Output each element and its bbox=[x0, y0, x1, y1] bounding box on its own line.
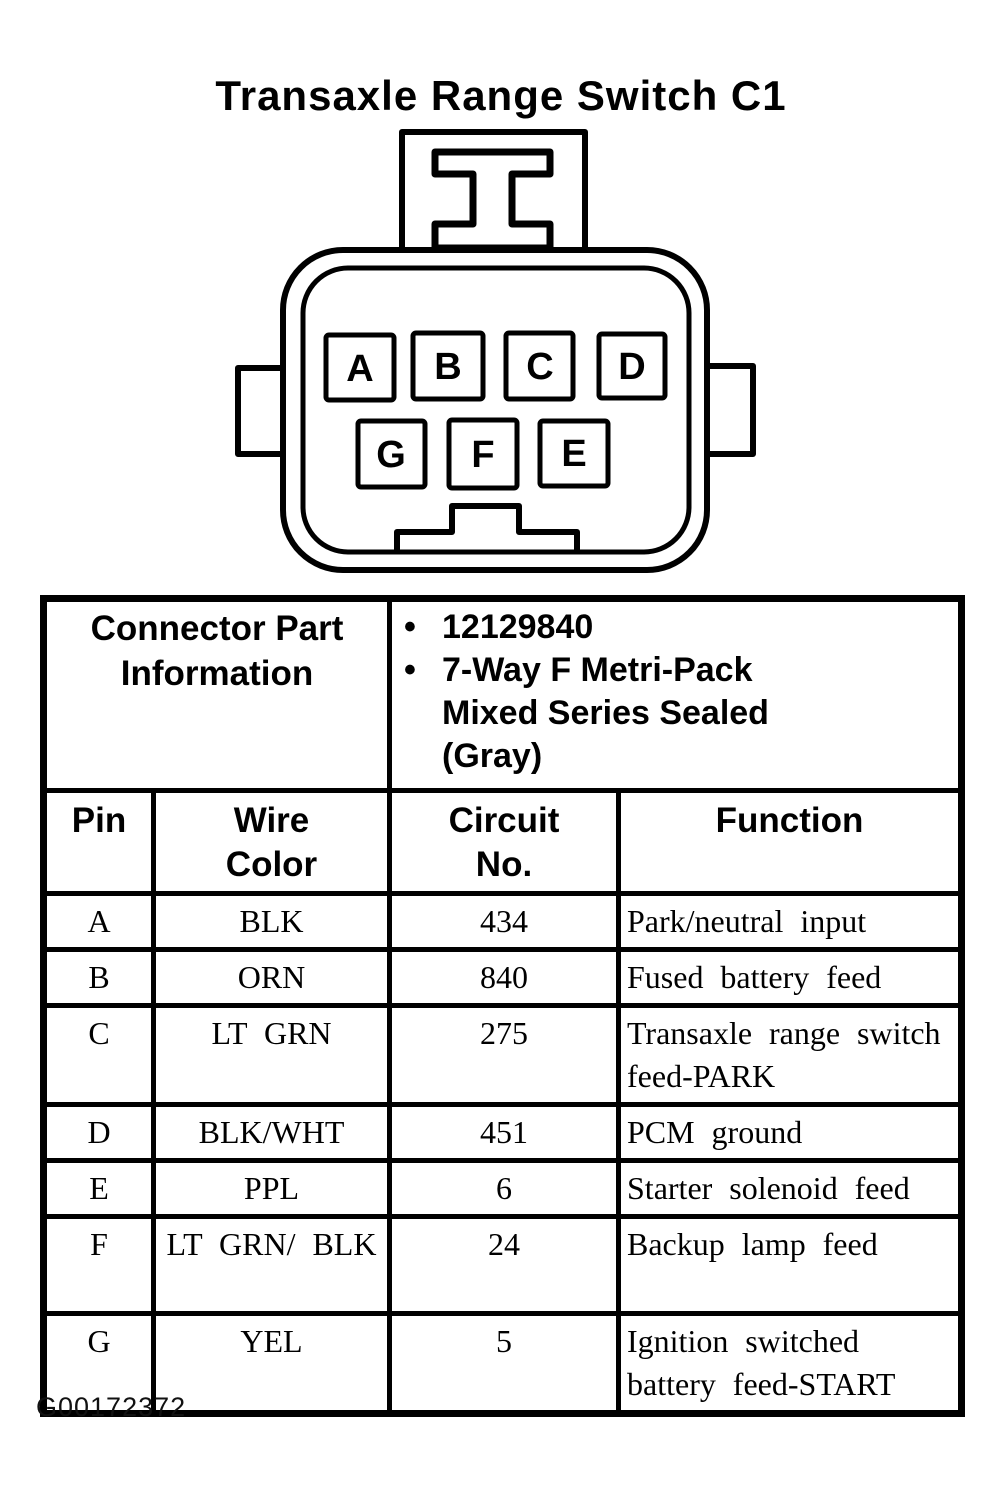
bullet-icon: • bbox=[404, 608, 416, 646]
wire-color-cell: BLK bbox=[154, 894, 390, 950]
pinout-table bbox=[40, 595, 965, 1417]
pin-cell: D bbox=[44, 1105, 154, 1161]
pin-label-d: D bbox=[618, 346, 646, 388]
column-header-function bbox=[619, 791, 962, 894]
connector-description: 7-Way F Metri-Pack Mixed Series Sealed (Gray) bbox=[442, 651, 769, 775]
column-header-pin bbox=[44, 791, 154, 894]
bullet-icon: • bbox=[404, 651, 416, 689]
pin-label-e: E bbox=[561, 433, 587, 475]
connector-info-header: Connector Part Information bbox=[90, 609, 344, 693]
table-header-row bbox=[44, 791, 962, 894]
function-cell: Fused battery feed bbox=[619, 950, 962, 1006]
connector-info-cell bbox=[390, 599, 962, 791]
connector-part-number: 12129840 bbox=[442, 608, 594, 646]
column-header-label: Function bbox=[715, 801, 864, 840]
table-row bbox=[44, 950, 962, 1006]
table-row bbox=[44, 1105, 962, 1161]
pin-cell: B bbox=[44, 950, 154, 1006]
wire-color-cell: LT GRN bbox=[154, 1006, 390, 1105]
wire-color-cell: BLK/WHT bbox=[154, 1105, 390, 1161]
pin-cell: G bbox=[44, 1314, 154, 1414]
table-row bbox=[44, 894, 962, 950]
column-header-circuit-no bbox=[390, 791, 619, 894]
pin-label-c: C bbox=[526, 346, 554, 388]
table-row bbox=[44, 1006, 962, 1105]
pin-label-g: G bbox=[376, 434, 406, 476]
connector-info-row bbox=[44, 599, 962, 791]
function-cell: Park/neutral input bbox=[619, 894, 962, 950]
function-cell: Starter solenoid feed bbox=[619, 1161, 962, 1217]
left-lock-tab bbox=[238, 368, 284, 454]
list-item bbox=[398, 649, 952, 778]
table-row bbox=[44, 1217, 962, 1314]
column-header-label: Wire Color bbox=[225, 801, 318, 884]
table-row bbox=[44, 1161, 962, 1217]
function-cell: PCM ground bbox=[619, 1105, 962, 1161]
circuit-no-cell: 275 bbox=[390, 1006, 619, 1105]
wire-color-cell: ORN bbox=[154, 950, 390, 1006]
function-cell: Transaxle range switch feed-PARK bbox=[619, 1006, 962, 1105]
pin-label-f: F bbox=[471, 434, 495, 476]
pin-cell: C bbox=[44, 1006, 154, 1105]
pin-label-b: B bbox=[434, 346, 462, 388]
list-item bbox=[398, 606, 952, 649]
connector-body-inner bbox=[303, 268, 689, 552]
circuit-no-cell: 840 bbox=[390, 950, 619, 1006]
page-title: Transaxle Range Switch C1 bbox=[215, 72, 787, 119]
circuit-no-cell: 451 bbox=[390, 1105, 619, 1161]
column-header-label: Pin bbox=[71, 801, 127, 840]
connector-info-header-cell bbox=[44, 599, 390, 791]
pin-cell: A bbox=[44, 894, 154, 950]
wire-color-cell: YEL bbox=[154, 1314, 390, 1414]
pin-cell: E bbox=[44, 1161, 154, 1217]
column-header-wire-color bbox=[154, 791, 390, 894]
pin-cell: F bbox=[44, 1217, 154, 1314]
pin-label-a: A bbox=[346, 348, 374, 390]
wire-color-cell: PPL bbox=[154, 1161, 390, 1217]
connector-diagram bbox=[0, 0, 1002, 600]
right-lock-tab bbox=[707, 366, 753, 454]
wire-color-cell: LT GRN/ BLK bbox=[154, 1217, 390, 1314]
circuit-no-cell: 6 bbox=[390, 1161, 619, 1217]
function-cell: Backup lamp feed bbox=[619, 1217, 962, 1314]
figure-id: G00172372 bbox=[36, 1392, 187, 1422]
circuit-no-cell: 434 bbox=[390, 894, 619, 950]
column-header-label: Circuit No. bbox=[448, 801, 560, 884]
circuit-no-cell: 5 bbox=[390, 1314, 619, 1414]
function-cell: Ignition switched battery feed-START bbox=[619, 1314, 962, 1414]
circuit-no-cell: 24 bbox=[390, 1217, 619, 1314]
